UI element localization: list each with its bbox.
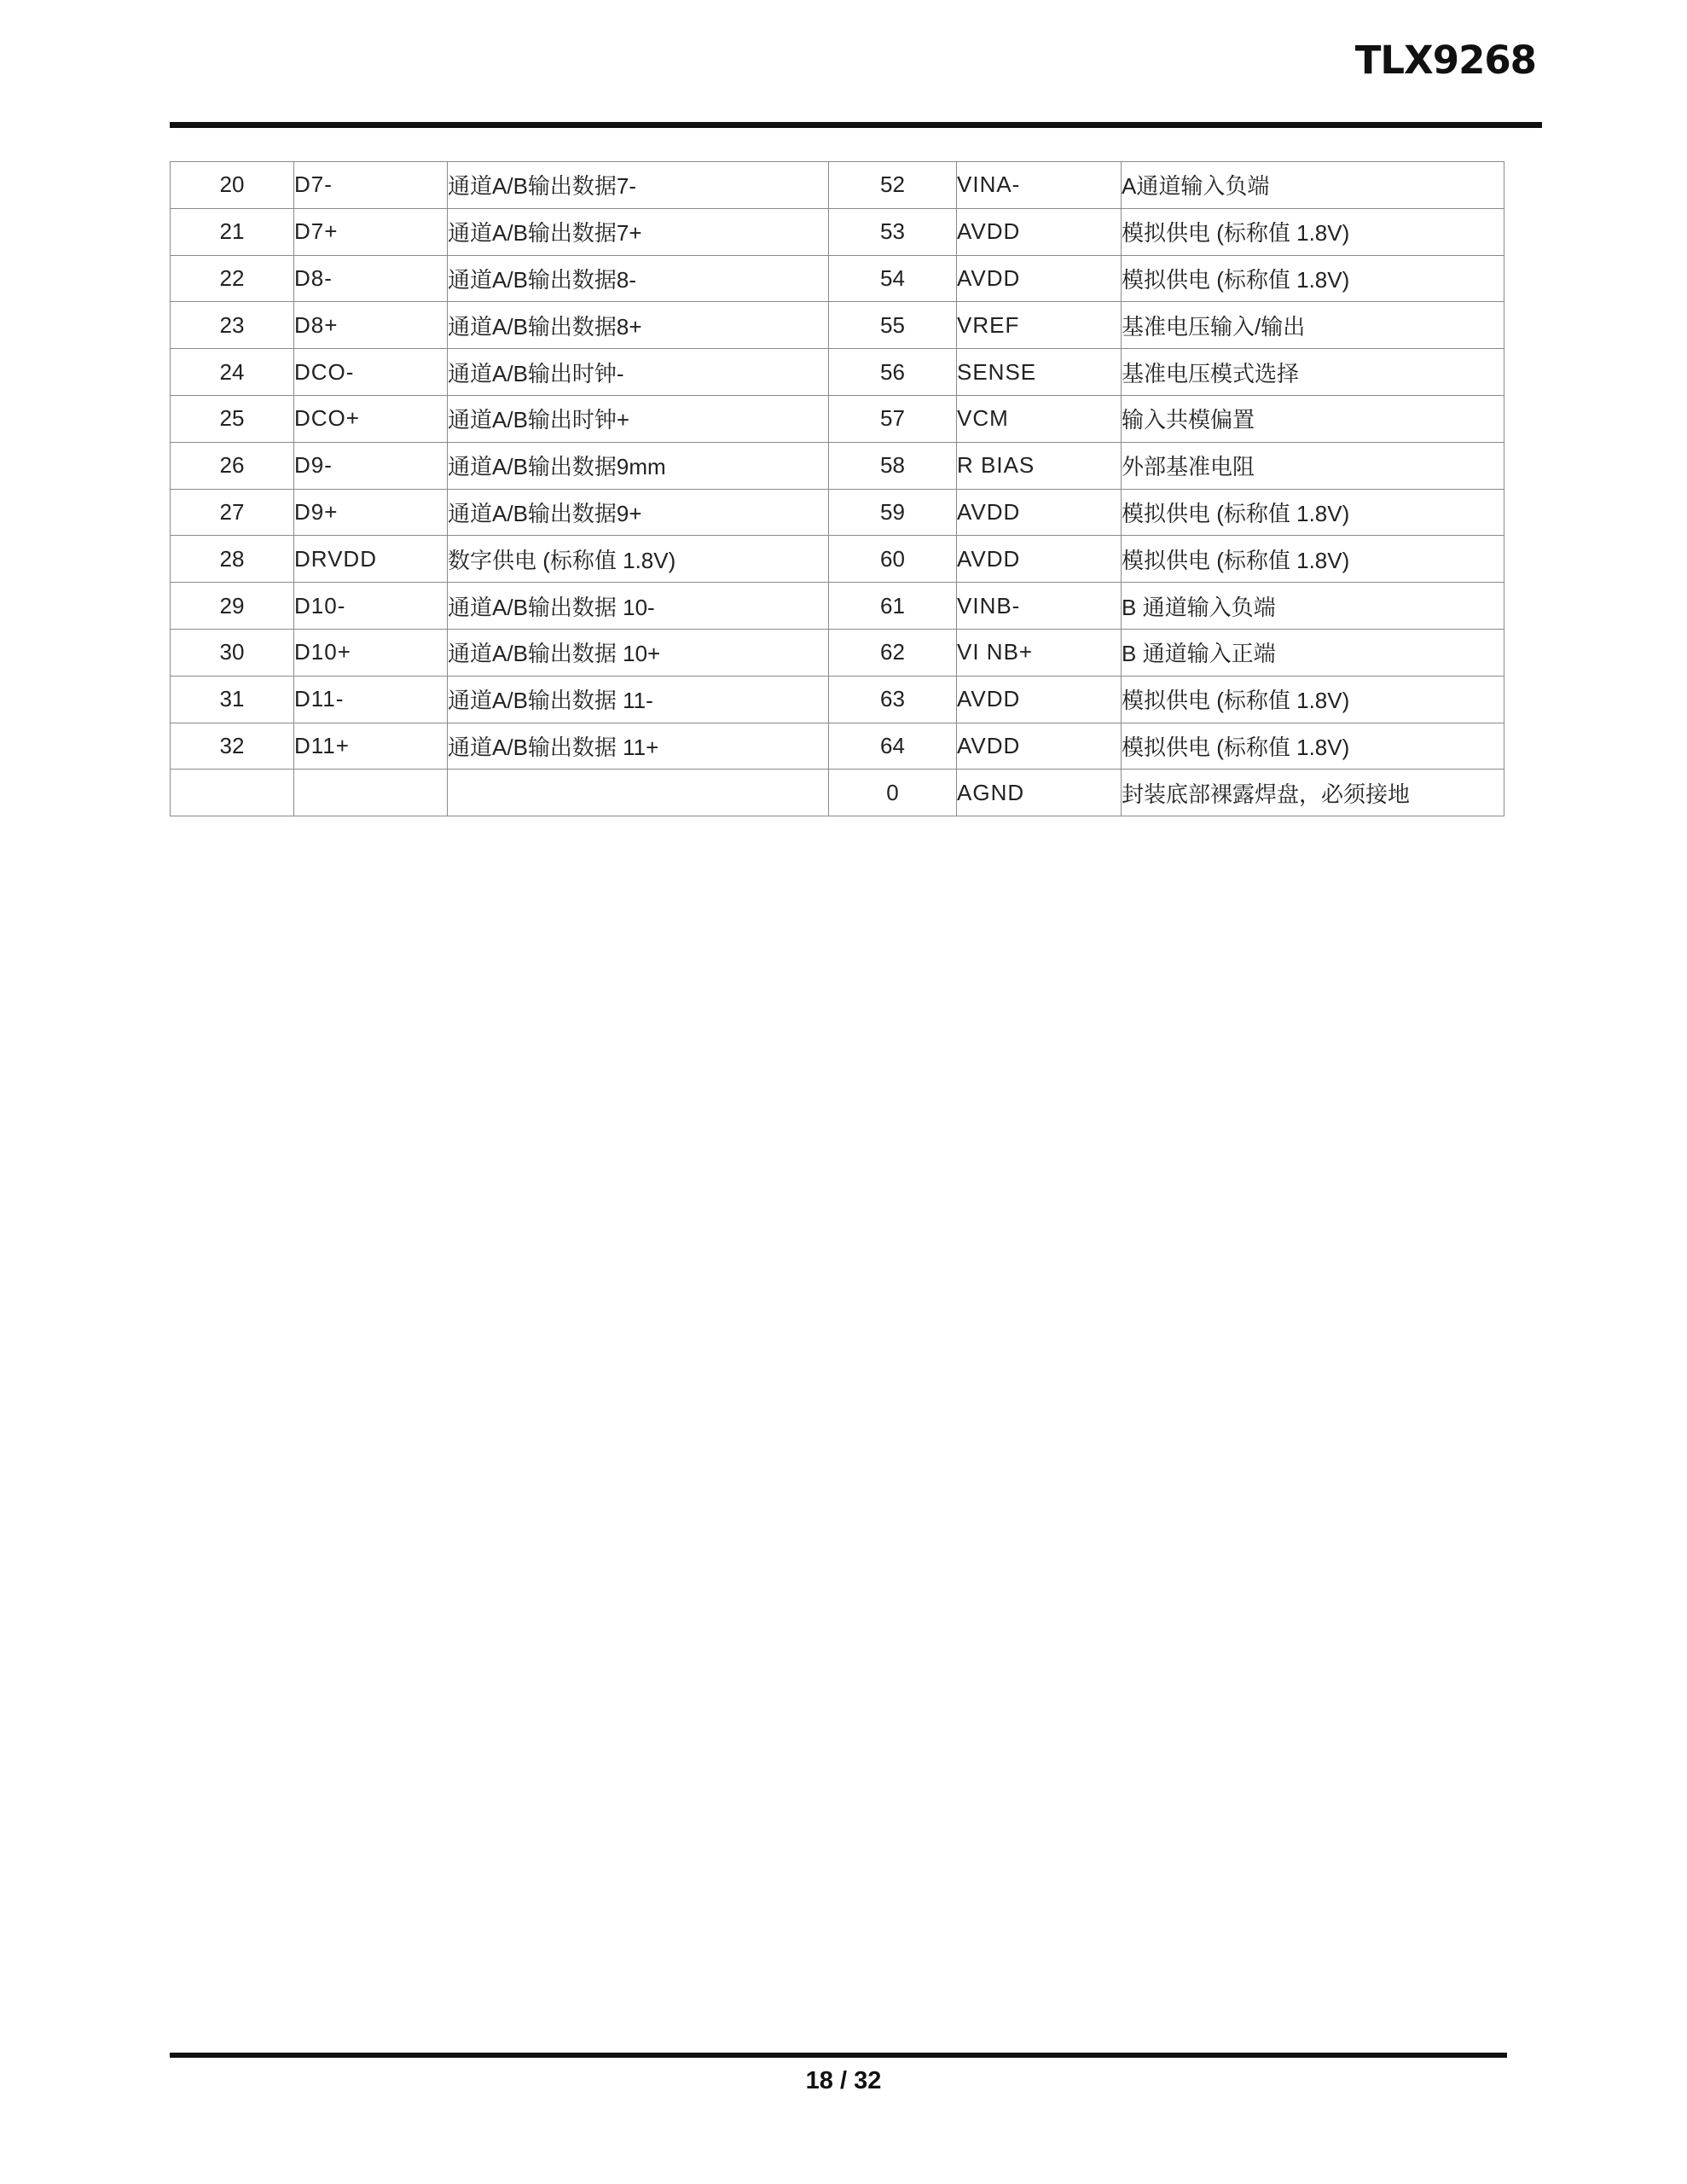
pin-name-cell: D7+ bbox=[294, 208, 448, 255]
pin-description-cell: 模拟供电 (标称值 1.8V) bbox=[1122, 208, 1504, 255]
pin-name-cell: D10+ bbox=[294, 629, 448, 676]
pin-description-cell: 通道A/B输出数据 11+ bbox=[448, 723, 829, 770]
table-row bbox=[171, 770, 1504, 816]
pin-description-cell: 外部基准电阻 bbox=[1122, 442, 1504, 489]
pin-name-cell: D10- bbox=[294, 583, 448, 630]
pin-description-cell: 模拟供电 (标称值 1.8V) bbox=[1122, 255, 1504, 302]
table-row bbox=[171, 162, 1504, 209]
pin-number-cell: 27 bbox=[171, 489, 294, 536]
pin-number-cell: 25 bbox=[171, 395, 294, 442]
pin-name-cell bbox=[294, 770, 448, 816]
pin-name-cell: VREF bbox=[957, 302, 1122, 349]
pin-description-cell: 通道A/B输出数据9mm bbox=[448, 442, 829, 489]
pin-description-cell: 通道A/B输出时钟+ bbox=[448, 395, 829, 442]
pin-number-cell: 64 bbox=[829, 723, 957, 770]
pin-name-cell: DRVDD bbox=[294, 536, 448, 583]
pin-description-cell: 通道A/B输出数据 11- bbox=[448, 676, 829, 723]
pin-number-cell: 55 bbox=[829, 302, 957, 349]
pin-description-cell: 数字供电 (标称值 1.8V) bbox=[448, 536, 829, 583]
pin-name-cell: SENSE bbox=[957, 349, 1122, 396]
pin-description-cell: B 通道输入正端 bbox=[1122, 629, 1504, 676]
pin-number-cell: 63 bbox=[829, 676, 957, 723]
pin-name-cell: AVDD bbox=[957, 489, 1122, 536]
table-row bbox=[171, 302, 1504, 349]
pin-name-cell: D8- bbox=[294, 255, 448, 302]
pin-number-cell: 29 bbox=[171, 583, 294, 630]
pin-number-cell: 61 bbox=[829, 583, 957, 630]
pin-number-cell: 52 bbox=[829, 162, 957, 209]
pin-name-cell: VINB- bbox=[957, 583, 1122, 630]
pin-name-cell: AVDD bbox=[957, 723, 1122, 770]
pin-name-cell: AVDD bbox=[957, 255, 1122, 302]
pin-number-cell: 32 bbox=[171, 723, 294, 770]
pin-name-cell: D11+ bbox=[294, 723, 448, 770]
pin-description-cell: 通道A/B输出数据8+ bbox=[448, 302, 829, 349]
pin-name-cell: D8+ bbox=[294, 302, 448, 349]
pin-name-cell: VI NB+ bbox=[957, 629, 1122, 676]
pin-number-cell: 57 bbox=[829, 395, 957, 442]
table-row bbox=[171, 489, 1504, 536]
pin-number-cell: 23 bbox=[171, 302, 294, 349]
pin-number-cell: 22 bbox=[171, 255, 294, 302]
pin-number-cell: 20 bbox=[171, 162, 294, 209]
pin-number-cell: 60 bbox=[829, 536, 957, 583]
pin-name-cell: AGND bbox=[957, 770, 1122, 816]
pin-description-cell: 通道A/B输出数据8- bbox=[448, 255, 829, 302]
pin-name-cell: R BIAS bbox=[957, 442, 1122, 489]
table-row bbox=[171, 208, 1504, 255]
pin-number-cell: 21 bbox=[171, 208, 294, 255]
pin-description-cell: 模拟供电 (标称值 1.8V) bbox=[1122, 489, 1504, 536]
pin-description-cell: 通道A/B输出数据 10+ bbox=[448, 629, 829, 676]
pin-description-cell: 通道A/B输出时钟- bbox=[448, 349, 829, 396]
pin-description-cell: 模拟供电 (标称值 1.8V) bbox=[1122, 723, 1504, 770]
pin-description-cell: 通道A/B输出数据7- bbox=[448, 162, 829, 209]
page-number: 18 / 32 bbox=[805, 2067, 882, 2094]
table-row bbox=[171, 442, 1504, 489]
pin-number-cell: 30 bbox=[171, 629, 294, 676]
pin-name-cell: AVDD bbox=[957, 208, 1122, 255]
pin-name-cell: D9+ bbox=[294, 489, 448, 536]
pin-name-cell: DCO+ bbox=[294, 395, 448, 442]
pin-description-cell: B 通道输入负端 bbox=[1122, 583, 1504, 630]
pin-name-cell: D7- bbox=[294, 162, 448, 209]
pin-description-cell bbox=[448, 770, 829, 816]
pin-number-cell bbox=[171, 770, 294, 816]
pin-number-cell: 62 bbox=[829, 629, 957, 676]
pin-description-table bbox=[170, 161, 1504, 816]
pin-number-cell: 59 bbox=[829, 489, 957, 536]
pin-description-cell: 通道A/B输出数据9+ bbox=[448, 489, 829, 536]
pin-name-cell: DCO- bbox=[294, 349, 448, 396]
pin-name-cell: D9- bbox=[294, 442, 448, 489]
pin-number-cell: 26 bbox=[171, 442, 294, 489]
pin-description-cell: 模拟供电 (标称值 1.8V) bbox=[1122, 536, 1504, 583]
pin-number-cell: 28 bbox=[171, 536, 294, 583]
pin-description-cell: 封装底部裸露焊盘，必须接地 bbox=[1122, 770, 1504, 816]
table-row bbox=[171, 723, 1504, 770]
pin-number-cell: 56 bbox=[829, 349, 957, 396]
pin-description-cell: 通道A/B输出数据 10- bbox=[448, 583, 829, 630]
pin-name-cell: VINA- bbox=[957, 162, 1122, 209]
table-row bbox=[171, 676, 1504, 723]
pin-name-cell: VCM bbox=[957, 395, 1122, 442]
table-row bbox=[171, 629, 1504, 676]
pin-name-cell: AVDD bbox=[957, 536, 1122, 583]
pin-description-cell: 模拟供电 (标称值 1.8V) bbox=[1122, 676, 1504, 723]
pin-description-cell: A通道输入负端 bbox=[1122, 162, 1504, 209]
pin-number-cell: 24 bbox=[171, 349, 294, 396]
pin-description-cell: 输入共模偏置 bbox=[1122, 395, 1504, 442]
table-row bbox=[171, 395, 1504, 442]
pin-number-cell: 58 bbox=[829, 442, 957, 489]
pin-description-cell: 基准电压模式选择 bbox=[1122, 349, 1504, 396]
pin-description-cell: 通道A/B输出数据7+ bbox=[448, 208, 829, 255]
table-row bbox=[171, 349, 1504, 396]
table-row bbox=[171, 583, 1504, 630]
footer-rule bbox=[170, 2053, 1507, 2058]
pin-description-cell: 基准电压输入/输出 bbox=[1122, 302, 1504, 349]
table-row bbox=[171, 255, 1504, 302]
pin-number-cell: 53 bbox=[829, 208, 957, 255]
pin-number-cell: 54 bbox=[829, 255, 957, 302]
pin-name-cell: D11- bbox=[294, 676, 448, 723]
document-title: TLX9268 bbox=[1354, 38, 1536, 83]
pin-number-cell: 31 bbox=[171, 676, 294, 723]
pin-table-body bbox=[171, 162, 1504, 816]
pin-number-cell: 0 bbox=[829, 770, 957, 816]
table-row bbox=[171, 536, 1504, 583]
pin-name-cell: AVDD bbox=[957, 676, 1122, 723]
header-rule bbox=[170, 122, 1542, 128]
